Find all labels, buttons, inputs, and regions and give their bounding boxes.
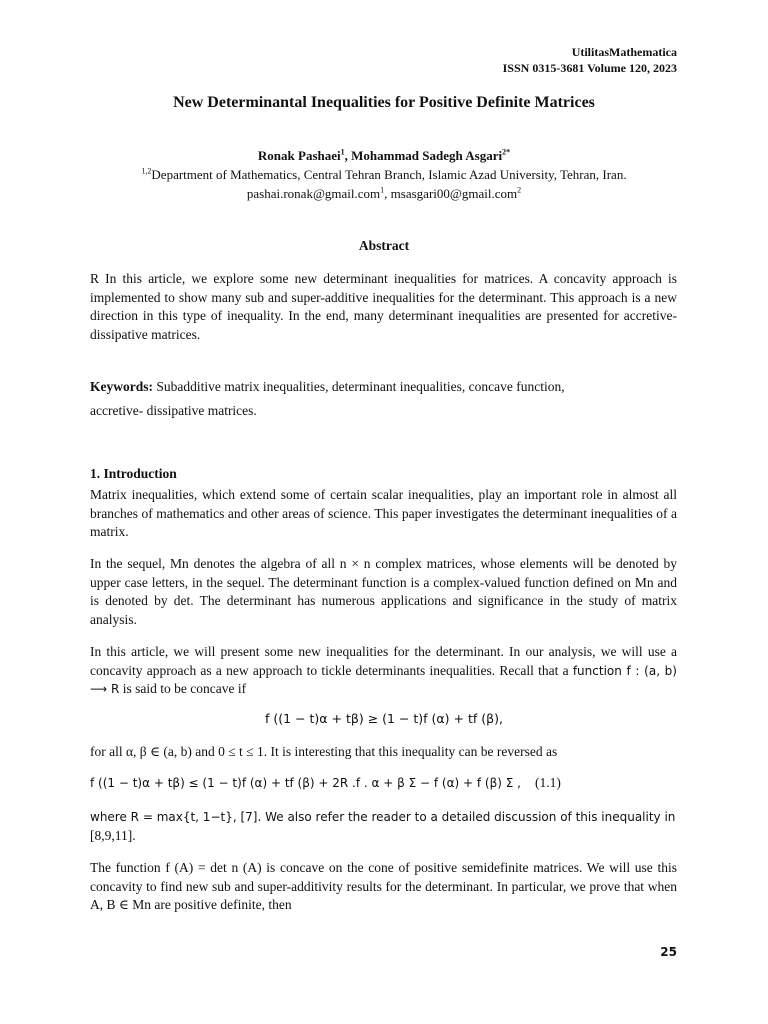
paragraph-text: where R = max{t, 1−t}, [7]. We also refer the reader to a detailed discussion of this inequality in: [90, 810, 676, 824]
paragraph-text: is said to be concave if: [119, 681, 247, 697]
author-list: [0, 148, 768, 164]
paragraph-text: In this article, we will present some new inequalities for the determinant. In our analysis, we will use a concavity approach as a new approach to tickle determinants inequalities. Recall that a: [90, 644, 677, 678]
email-separator: ,: [384, 186, 391, 201]
email-link[interactable]: msasgari00@gmail.com: [390, 186, 518, 201]
affiliation-sup: 1,2: [141, 166, 152, 176]
email-line: [0, 184, 768, 203]
display-equation: f ((1 − t)α + tβ) ≥ (1 − t)f (α) + tf (β),: [265, 711, 503, 726]
display-equation: [90, 775, 561, 791]
email-sup: 1: [380, 185, 385, 195]
affiliation-block: [0, 165, 768, 203]
affiliation-text: Department of Mathematics, Central Tehran Branch, Islamic Azad University, Tehran, Iran.: [151, 167, 627, 182]
abstract-heading: Abstract: [358, 238, 410, 253]
section-heading: 1. Introduction: [90, 466, 177, 481]
paragraph: [90, 808, 677, 845]
abstract-text: R In this article, we explore some new determinant inequalities for matrices. A concavity approach is implemented to show many sub and super-additive inequalities for the determinant. This approach is a new direction in this type of inequality. In the end, many determinant inequalities are presented for accretive-dissipative matrices.: [90, 271, 677, 342]
keywords: [90, 375, 677, 423]
email-sup: 2: [517, 185, 522, 195]
author-sup: 1: [340, 147, 345, 157]
journal-issn: ISSN 0315-3681 Volume 120, 2023: [502, 61, 677, 75]
paragraph: [90, 643, 677, 699]
paragraph: In the sequel, Mn denotes the algebra of all n × n complex matrices, whose elements will be denoted by upper case letters, in the sequel. The determinant function is a complex-valued function defined on Mn and is denoted by det. The determinant has numerous applications and significance in the study of matrix analysis.: [90, 556, 677, 627]
inline-math: function f : (a, b) ⟶ R: [90, 663, 677, 697]
paper-title: New Determinantal Inequalities for Positive Definite Matrices: [173, 94, 595, 111]
paragraph: Matrix inequalities, which extend some of certain scalar inequalities, play an important role in almost all branches of mathematics and other areas of science. This paper investigates the determinant inequalities of a matrix.: [90, 487, 677, 540]
keywords-text: Subadditive matrix inequalities, determinant inequalities, concave function,: [153, 379, 565, 394]
affiliation: [0, 165, 768, 184]
page-number: 25: [660, 945, 677, 959]
author-name: Mohammad Sadegh Asgari: [351, 148, 503, 163]
journal-name: UtilitasMathematica: [571, 45, 677, 59]
author-separator: ,: [344, 148, 352, 163]
email-link[interactable]: pashai.ronak@gmail.com: [246, 186, 381, 201]
journal-header: [503, 44, 677, 76]
citation: [8,9,11].: [90, 827, 136, 843]
author-sup: 2*: [502, 147, 511, 157]
equation-body: f ((1 − t)α + tβ) ≤ (1 − t)f (α) + tf (β) + 2R .f . α + β Σ − f (α) + f (β) Σ ,: [90, 776, 521, 790]
equation-number: (1.1): [534, 775, 561, 790]
keywords-text: accretive- dissipative matrices.: [90, 403, 257, 418]
author-name: Ronak Pashaei: [257, 148, 341, 163]
keywords-label: Keywords:: [90, 379, 153, 394]
paragraph: The function f (A) = det n (A) is concave on the cone of positive semidefinite matrices. We will use this concavity to find new sub and super-additivity results for the determinant. In particular, we prove that when A, B ∈ Mn are positive definite, then: [90, 860, 677, 913]
paragraph: for all α, β ∈ (a, b) and 0 ≤ t ≤ 1. It is interesting that this inequality can be reversed as: [90, 744, 558, 759]
